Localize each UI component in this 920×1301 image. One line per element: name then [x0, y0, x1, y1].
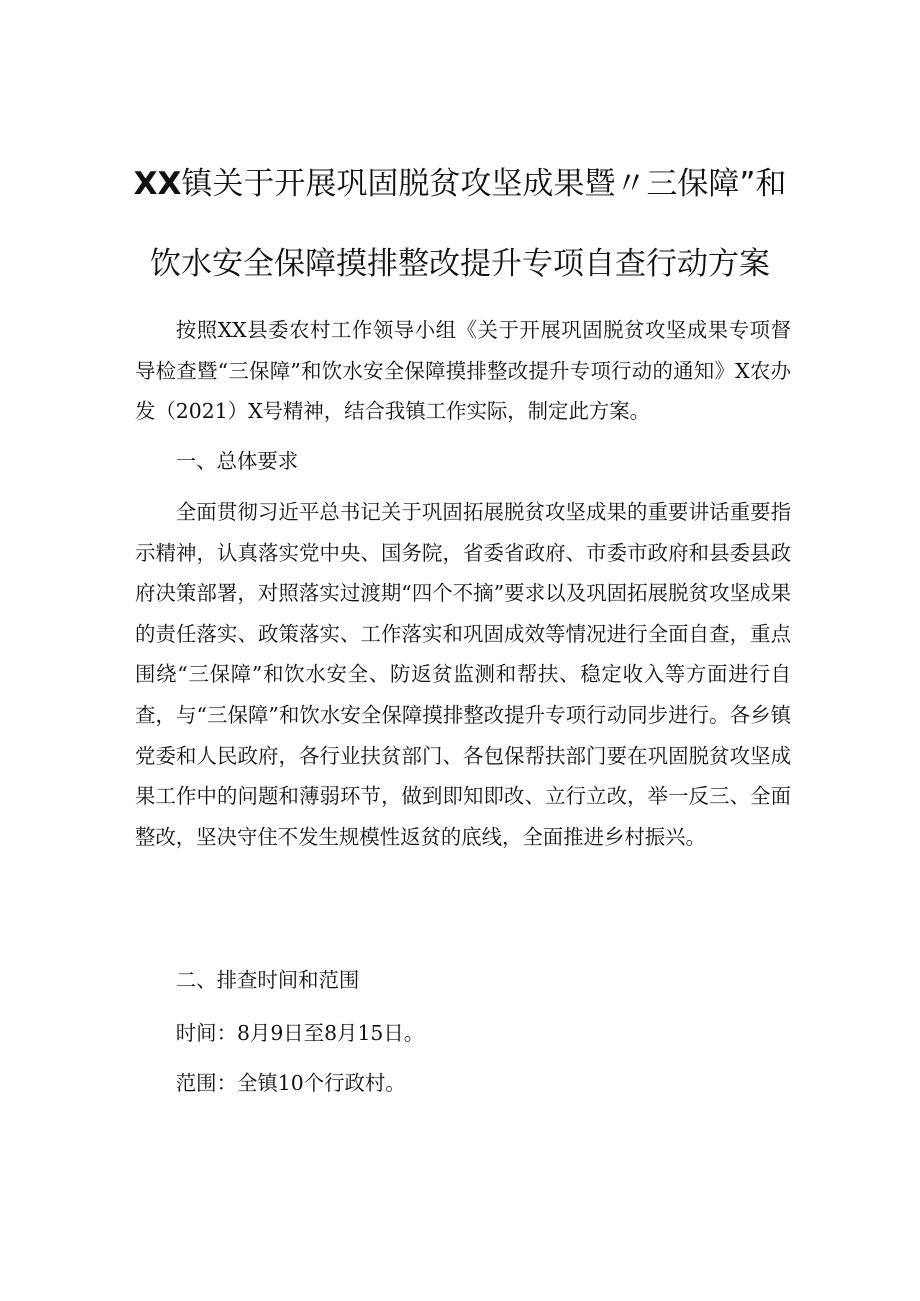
section-2-heading: 二、排查时间和范围: [175, 968, 360, 992]
section-1-heading: 一、总体要求: [175, 449, 299, 473]
intro-paragraph: 按照XX县委农村工作领导小组《关于开展巩固脱贫攻坚成果专项督导检查暨“三保障”和饮水安全保障摸排整改提升专项行动的通知》X农办发（2021）X号精神，结合我镇工作实际，制定此方案。: [135, 318, 791, 424]
document-title-line-2: 饮水安全保障摸排整改提升专项自查行动方案: [150, 246, 770, 282]
document-title-line-1: [100, 164, 820, 204]
title-xx-prefix: XX: [133, 166, 182, 202]
title-line-1-text: 镇关于开展巩固脱贫攻坚成果暨〃三保障”和: [181, 166, 787, 202]
time-line: 时间：8月9日至8月15日。: [175, 1021, 425, 1045]
section-1-paragraph: 全面贯彻习近平总书记关于巩固拓展脱贫攻坚成果的重要讲话重要指示精神，认真落实党中央、国务院，省委省政府、市委市政府和县委县政府决策部署，对照落实过渡期“四个不摘”要求以及巩固拓展脱贫攻坚成果的责任落实、政策落实、工作落实和巩固成效等情况进行全面自查，重点围绕“三保障”和饮水安全、防返贫监测和帮扶、稳定收入等方面进行自查，与“三保障”和饮水安全保障摸排整改提升专项行动同步进行。各乡镇党委和人民政府，各行业扶贫部门、各包保帮扶部门要在巩固脱贫攻坚成果工作中的问题和薄弱环节，做到即知即改、立行立改，举一反三、全面整改，坚决守住不发生规模性返贫的底线，全面推进乡村振兴。: [135, 500, 791, 849]
scope-line: 范围：全镇10个行政村。: [175, 1071, 406, 1095]
